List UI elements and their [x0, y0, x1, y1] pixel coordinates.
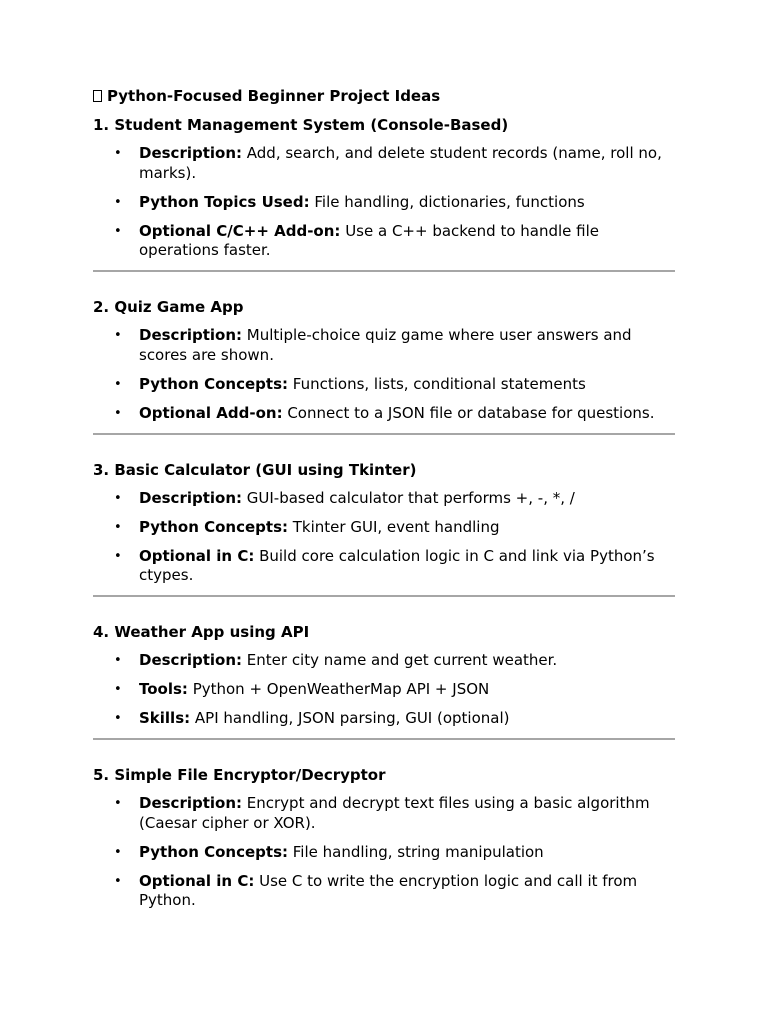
document-title [93, 86, 675, 106]
bullet-list [93, 794, 675, 911]
project-section [93, 460, 675, 598]
section-divider [93, 433, 675, 435]
item-label: Python Concepts: [139, 842, 288, 861]
list-item [93, 872, 675, 911]
bullet-list [93, 326, 675, 423]
item-text: Multiple-choice quiz game where user answers and scores are shown. [139, 326, 632, 364]
list-item [93, 193, 675, 213]
list-item [93, 709, 675, 729]
item-label: Python Concepts: [139, 517, 288, 536]
list-item [93, 326, 675, 365]
item-text: Connect to a JSON file or database for questions. [282, 403, 655, 422]
item-text: API handling, JSON parsing, GUI (optional) [190, 709, 510, 727]
list-item [93, 518, 675, 538]
section-heading: 1. Student Management System (Console-Based) [93, 116, 509, 134]
section-heading: 2. Quiz Game App [93, 298, 244, 316]
project-section [93, 622, 675, 740]
list-item [93, 144, 675, 183]
item-text: Build core calculation logic in C and link via Python’s ctypes. [139, 546, 655, 584]
list-item [93, 404, 675, 424]
bullet-list [93, 651, 675, 729]
item-text: Python + OpenWeatherMap API + JSON [187, 680, 490, 698]
document-page [93, 86, 675, 920]
list-item [93, 547, 675, 586]
project-section [93, 115, 675, 272]
item-label: Python Concepts: [139, 374, 288, 393]
item-text: File handling, string manipulation [288, 842, 544, 861]
bullet-list [93, 489, 675, 586]
item-text: File handling, dictionaries, functions [309, 192, 585, 211]
missing-glyph-icon [93, 90, 102, 102]
item-label: Description: [139, 326, 243, 344]
list-item [93, 651, 675, 671]
item-label: Description: [139, 651, 243, 669]
section-divider [93, 738, 675, 740]
section-heading: 3. Basic Calculator (GUI using Tkinter) [93, 460, 417, 479]
item-label: Python Topics Used: [139, 192, 310, 211]
list-item [93, 375, 675, 395]
item-label: Description: [139, 794, 243, 812]
item-label: Optional Add-on: [139, 403, 283, 422]
list-item [93, 794, 675, 833]
project-sections [93, 115, 675, 911]
bullet-list [93, 144, 675, 261]
section-divider [93, 270, 675, 272]
item-label: Description: [139, 144, 243, 162]
list-item [93, 680, 675, 700]
item-text: Encrypt and decrypt text files using a basic algorithm (Caesar cipher or XOR). [139, 794, 650, 832]
item-label: Skills: [139, 709, 191, 727]
list-item [93, 222, 675, 261]
item-text: Tkinter GUI, event handling [288, 517, 500, 536]
document-title-text: Python-Focused Beginner Project Ideas [107, 87, 441, 105]
item-text: Functions, lists, conditional statements [288, 374, 586, 393]
project-section [93, 297, 675, 435]
item-label: Optional in C: [139, 546, 255, 565]
list-item [93, 843, 675, 863]
item-text: Add, search, and delete student records (name, roll no, marks). [139, 144, 662, 182]
list-item [93, 489, 675, 509]
section-divider [93, 595, 675, 597]
item-text: Use C to write the encryption logic and call it from Python. [139, 871, 638, 909]
item-label: Tools: [139, 680, 188, 698]
item-label: Optional C/C++ Add-on: [139, 221, 341, 240]
item-text: Enter city name and get current weather. [242, 651, 558, 669]
section-heading: 4. Weather App using API [93, 623, 310, 641]
item-text: Use a C++ backend to handle file operations faster. [139, 221, 600, 259]
section-heading: 5. Simple File Encryptor/Decryptor [93, 766, 386, 784]
item-label: Optional in C: [139, 871, 255, 890]
project-section [93, 765, 675, 911]
item-label: Description: [139, 488, 243, 507]
item-text: GUI-based calculator that performs +, -, *, / [242, 488, 575, 507]
